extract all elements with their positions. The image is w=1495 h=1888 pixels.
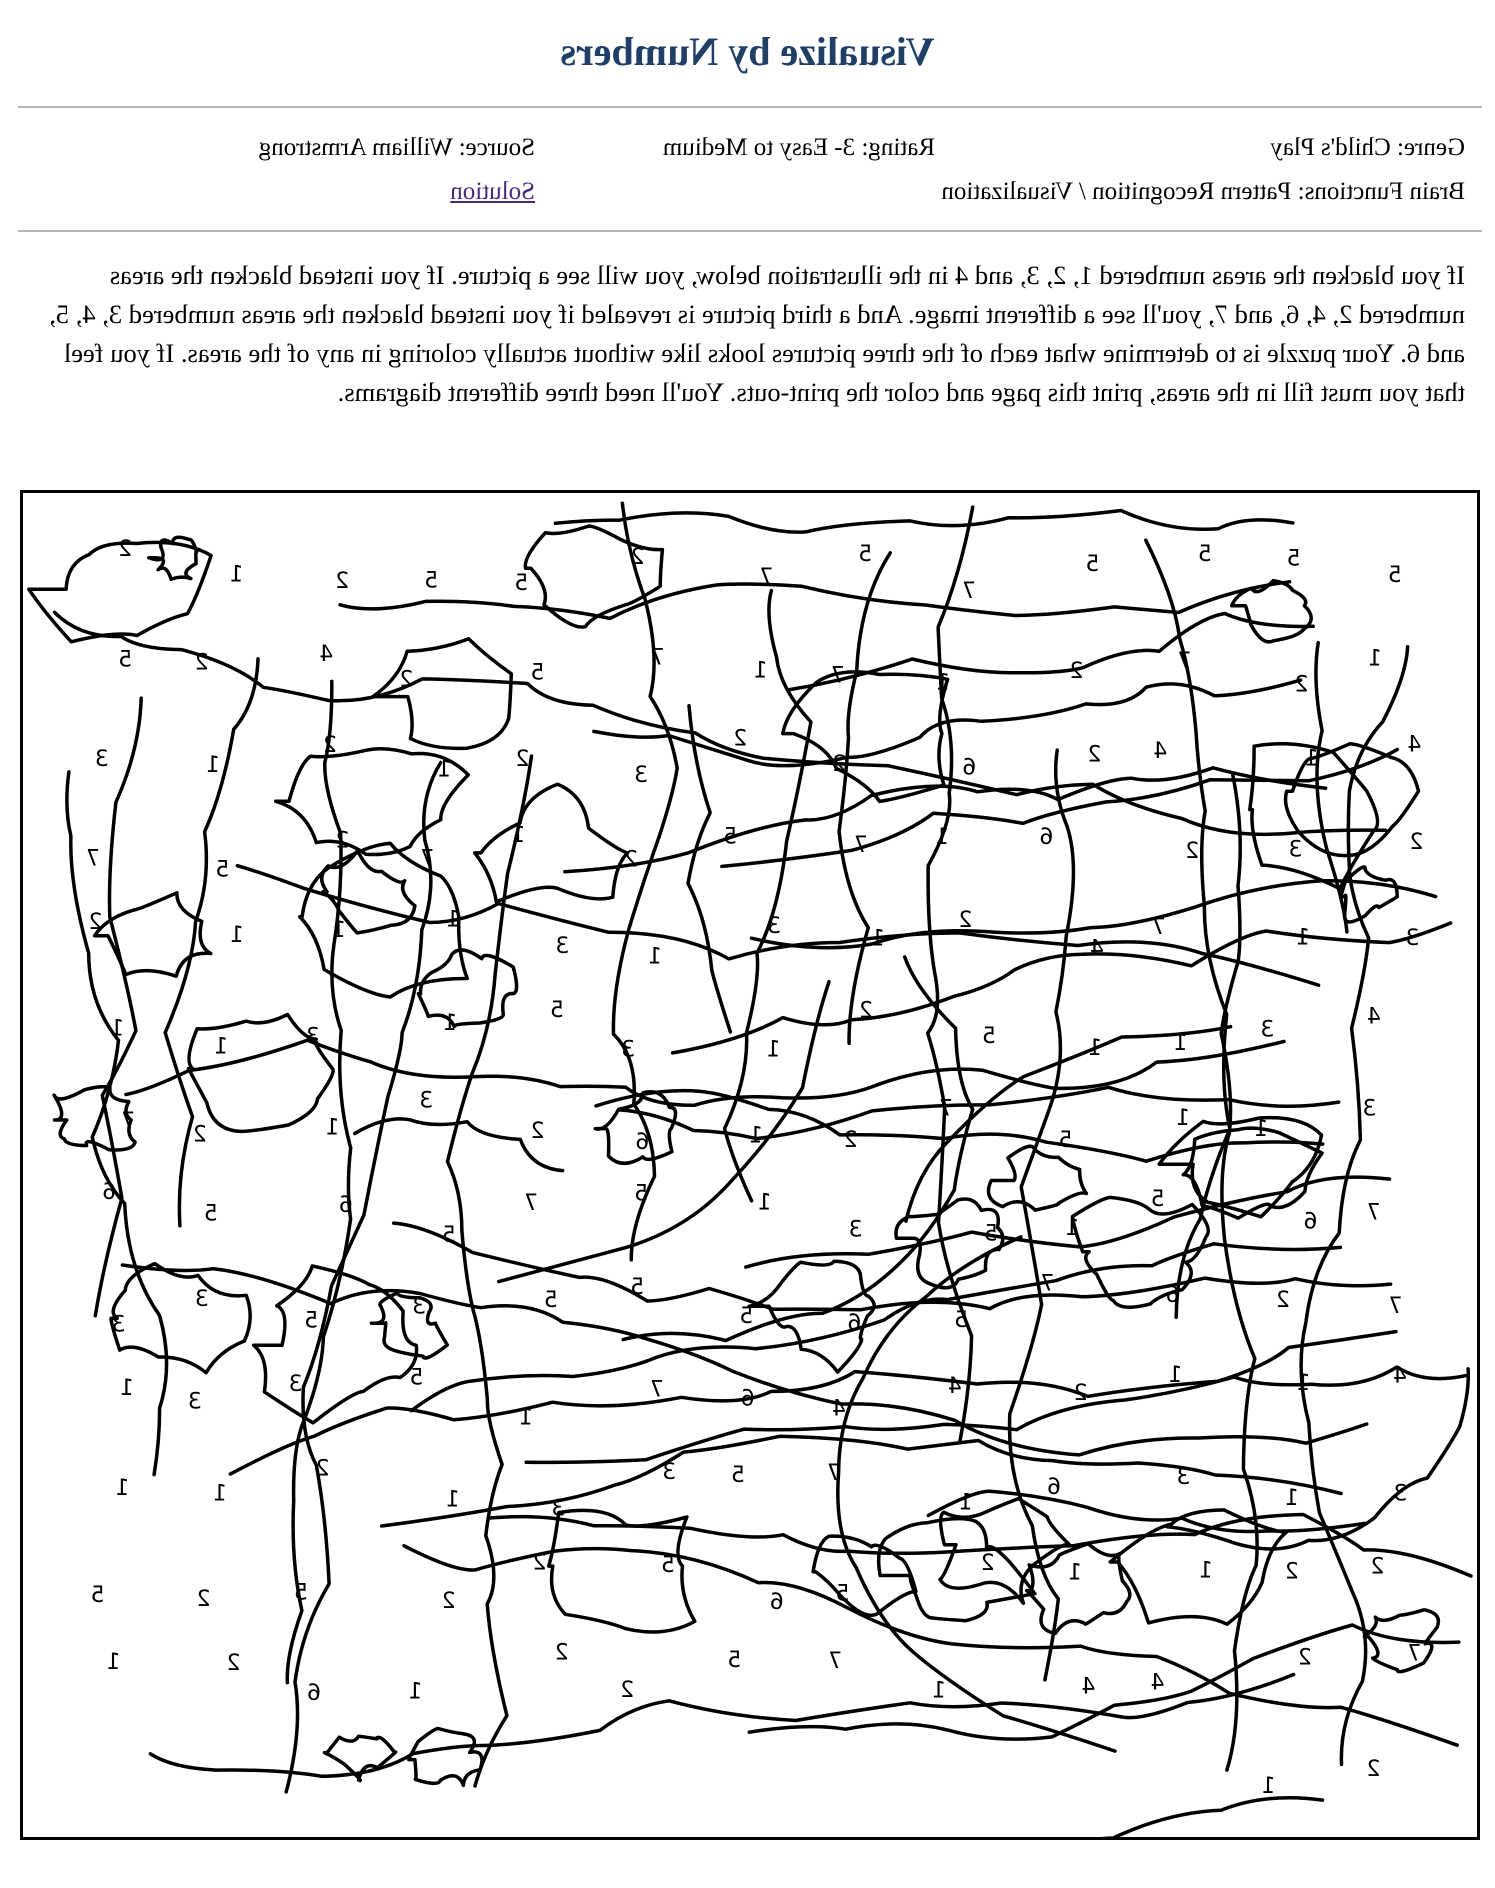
- area-number: 2: [958, 908, 973, 934]
- area-number: 1: [931, 1678, 946, 1704]
- area-number: 2: [1294, 672, 1309, 698]
- area-number: 6: [102, 1180, 117, 1206]
- area-number: 1: [205, 753, 220, 779]
- area-number: 3: [767, 914, 782, 940]
- area-number: 7: [649, 1377, 664, 1403]
- area-number: 7: [853, 833, 868, 859]
- area-outline: [126, 1037, 1284, 1105]
- area-number: 7: [828, 1649, 843, 1675]
- area-number: 7: [121, 1109, 135, 1134]
- area-number: 3: [1393, 1481, 1408, 1507]
- area-number: 2: [630, 544, 645, 570]
- area-number: 2: [532, 1550, 547, 1576]
- area-number: 1: [1261, 1774, 1276, 1799]
- area-number: 2: [620, 1678, 635, 1704]
- area-number: 5: [549, 998, 564, 1024]
- area-number: 1: [958, 1490, 973, 1516]
- area-outline: [1221, 773, 1257, 1770]
- area-outline: [749, 1625, 1459, 1739]
- area-number: 6: [962, 755, 977, 781]
- area-number: 2: [554, 1640, 569, 1666]
- area-number: 2: [1069, 658, 1084, 684]
- area-number: 1: [229, 922, 244, 948]
- area-number: 2: [118, 537, 132, 563]
- area-number: 5: [1286, 546, 1301, 572]
- area-number: 3: [1288, 837, 1303, 863]
- area-number: 1: [331, 918, 346, 944]
- area-number: 2: [1073, 1381, 1088, 1407]
- genre-label: Genre: Child's Play: [1270, 134, 1465, 161]
- area-number: 5: [730, 1462, 745, 1488]
- area-number: 5: [90, 1582, 105, 1608]
- area-outline: [55, 612, 1386, 834]
- area-number: 2: [196, 1587, 211, 1612]
- area-number: 5: [409, 1365, 424, 1391]
- area-number: 3: [555, 934, 570, 959]
- area-number: 5: [424, 568, 439, 594]
- area-number: 2: [858, 998, 873, 1024]
- area-number: 1: [1284, 1485, 1299, 1511]
- area-number: 1: [443, 1011, 458, 1036]
- area-number: 7: [1177, 649, 1192, 675]
- area-number: 4: [1392, 1363, 1407, 1389]
- area-number: 3: [662, 1460, 677, 1485]
- area-number: 1: [753, 658, 768, 684]
- area-number: 1: [408, 1679, 423, 1705]
- area-number: 3: [419, 1088, 434, 1114]
- area-number: 1: [119, 1375, 134, 1401]
- page-title: Visualize by Numbers: [560, 29, 935, 74]
- area-number: 2: [1185, 838, 1200, 864]
- area-outline: [988, 1146, 1086, 1210]
- area-number: 5: [441, 1223, 456, 1249]
- area-number: 5: [215, 857, 230, 883]
- area-number: 5: [203, 1201, 218, 1227]
- area-number: 7: [938, 1096, 953, 1122]
- area-outline: [879, 1519, 1035, 1621]
- area-number: 1: [1173, 1031, 1188, 1057]
- area-number: 5: [954, 1308, 968, 1333]
- area-number: 4: [1407, 732, 1422, 758]
- area-number: 7: [85, 846, 100, 872]
- area-number: 1: [748, 1123, 763, 1149]
- area-outline: [475, 784, 628, 902]
- area-outline: [418, 950, 516, 1026]
- area-number: 2: [515, 747, 530, 773]
- area-number: 1: [870, 926, 885, 952]
- source-label: Source: William Armstrong: [258, 134, 535, 161]
- area-number: 3: [111, 1312, 126, 1338]
- area-number: 4: [1081, 1674, 1096, 1700]
- area-number: 2: [624, 847, 638, 873]
- area-number: 2: [226, 1650, 241, 1676]
- area-number: 1: [212, 1481, 227, 1507]
- area-number: 3: [1405, 926, 1420, 951]
- area-number: 5: [1150, 1187, 1165, 1212]
- area-number: 5: [660, 1552, 675, 1578]
- area-number: 5: [118, 647, 133, 673]
- area-number: 1: [106, 1650, 121, 1676]
- area-number: 3: [1176, 1464, 1191, 1490]
- area-outline: [111, 1264, 250, 1373]
- area-number: 6: [338, 1193, 353, 1218]
- area-number: 1: [647, 944, 662, 970]
- area-number: 2: [1297, 1645, 1312, 1671]
- area-number: 1: [445, 1487, 460, 1513]
- area-number: 2: [335, 568, 350, 594]
- area-number: 5: [1085, 552, 1100, 577]
- solution-link[interactable]: Solution: [450, 178, 535, 205]
- coloring-diagram: [23, 493, 1477, 1837]
- area-outline: [67, 772, 167, 1475]
- area-number: 4: [1153, 739, 1168, 765]
- area-number: 5: [1058, 1128, 1073, 1153]
- area-number: 5: [983, 1221, 998, 1247]
- area-number: 4: [319, 641, 334, 667]
- area-outline: [555, 511, 1292, 533]
- area-number: 3: [634, 763, 649, 788]
- area-number: 2: [322, 733, 337, 758]
- area-number: 7: [1040, 1271, 1055, 1297]
- area-number: 2: [335, 828, 350, 854]
- area-outline: [499, 982, 829, 1282]
- area-number: 2: [1087, 742, 1102, 768]
- area-number: 2: [441, 1589, 456, 1615]
- area-number: 2: [843, 1128, 858, 1153]
- area-number: 5: [981, 1023, 996, 1049]
- area-number: 5: [1387, 563, 1402, 588]
- area-number: 7: [1388, 1294, 1403, 1319]
- area-number: 1: [935, 825, 950, 851]
- area-number: 7: [826, 1460, 841, 1486]
- area-number: 1: [1175, 1105, 1190, 1131]
- area-number: 5: [304, 1308, 319, 1334]
- area-number: 2: [832, 751, 846, 777]
- area-number: 2: [315, 1456, 330, 1482]
- area-number: 1: [1067, 1560, 1082, 1586]
- area-number: 1: [1296, 1371, 1311, 1397]
- area-number: 3: [1260, 1017, 1275, 1043]
- area-number: 1: [446, 907, 460, 933]
- area-outline: [286, 763, 441, 1792]
- area-number: 5: [1197, 542, 1212, 568]
- area-number: 6: [740, 1386, 755, 1412]
- area-outlines: [29, 503, 1471, 1837]
- area-number: 6: [1047, 1474, 1061, 1500]
- area-number: 3: [94, 747, 109, 772]
- area-number: 4: [947, 1374, 962, 1399]
- area-number: 2: [530, 1119, 545, 1145]
- area-number: 7: [650, 645, 665, 671]
- area-number: 2: [1284, 1559, 1299, 1585]
- area-number: 1: [214, 1034, 228, 1060]
- area-number: 1: [1168, 1362, 1183, 1388]
- area-number: 6: [307, 1681, 321, 1707]
- puzzle-instructions: If you blacken the areas numbered 1, 2, 3, and 4 in the illustration below, you will see a picture. If you instead blacken the areas numbered 2, 4, 6, and 7, you'll see a different image. And a third picture is revealed if you instead blacken the areas numbered 3, 4, 5, and 6. Your puzzle is to determine what each of the three pictures looks like without actually coloring in any of the areas. If you feel that you must fill in the areas, print this page and color the print-outs. You'll need three different diagrams.: [49, 260, 1465, 407]
- divider-top: [18, 106, 1482, 108]
- area-number: 2: [1370, 1554, 1385, 1580]
- area-number: 3: [412, 1294, 427, 1320]
- area-number: 4: [1089, 936, 1104, 962]
- area-number: 2: [192, 1122, 207, 1148]
- area-number: 1: [115, 1475, 130, 1501]
- area-number: 2: [1409, 830, 1424, 856]
- area-outline: [1341, 867, 1397, 922]
- area-number: 7: [759, 565, 774, 591]
- area-number: 2: [733, 726, 748, 752]
- area-number: 5: [634, 1181, 648, 1207]
- area-outline: [928, 1491, 1365, 1531]
- rating-label: Rating: 3- Easy to Medium: [662, 134, 935, 161]
- area-number: 6: [635, 1129, 650, 1155]
- area-number: 1: [229, 562, 244, 588]
- area-number: 5: [739, 1304, 754, 1330]
- area-outline: [623, 957, 973, 1341]
- area-outline: [150, 1675, 1293, 1777]
- area-number: 7: [1366, 1200, 1381, 1226]
- area-number: 7: [420, 846, 435, 872]
- area-number: 7: [830, 663, 845, 689]
- area-outline: [409, 1729, 482, 1786]
- area-number: 3: [1362, 1096, 1377, 1122]
- area-number: 4: [831, 1396, 846, 1422]
- area-number: 6: [769, 1590, 784, 1616]
- area-number: 1: [437, 757, 452, 783]
- area-number: 1: [1254, 1117, 1269, 1143]
- area-number: 5: [858, 542, 873, 568]
- area-number: 1: [1295, 925, 1310, 951]
- area-number: 3: [288, 1371, 303, 1397]
- area-outline: [340, 582, 1290, 619]
- area-number: 1: [1367, 646, 1382, 672]
- area-number: 5: [543, 1287, 558, 1313]
- area-number: 1: [935, 670, 950, 696]
- area-outline: [788, 614, 1313, 691]
- area-number: 1: [325, 1115, 340, 1141]
- area-number: 3: [194, 1287, 209, 1313]
- area-number: 3: [848, 1217, 863, 1243]
- area-number: 2: [194, 650, 209, 676]
- area-number: 5: [293, 1580, 308, 1606]
- area-number: 1: [757, 1190, 772, 1216]
- area-number: 1: [1065, 1216, 1080, 1242]
- area-outline: [119, 1265, 1366, 1455]
- area-outline: [525, 526, 662, 627]
- area-outline: [373, 639, 511, 749]
- area-number: 1: [766, 1037, 781, 1063]
- area-number: 6: [1165, 1283, 1180, 1308]
- area-number: 1: [1304, 746, 1319, 772]
- area-number: 5: [630, 1274, 645, 1300]
- area-number: 4: [1150, 1670, 1165, 1696]
- area-number: 1: [110, 1016, 125, 1042]
- area-number: 7: [1407, 1641, 1422, 1667]
- area-number: 1: [1088, 1036, 1102, 1062]
- area-number: 5: [727, 1648, 742, 1674]
- area-number: 7: [962, 579, 976, 604]
- area-number: 1: [1198, 1558, 1213, 1584]
- area-outline: [95, 698, 141, 1316]
- area-number: 5: [835, 1581, 850, 1607]
- area-number: 5: [514, 570, 529, 596]
- area-number: 6: [1303, 1209, 1318, 1235]
- area-outline: [371, 1293, 447, 1358]
- area-number: 1: [511, 823, 526, 849]
- area-outline: [1301, 647, 1407, 1765]
- area-outline: [375, 1798, 1322, 1837]
- divider-bottom: [18, 230, 1482, 232]
- area-number: 7: [524, 1190, 539, 1216]
- area-number: 4: [1366, 1004, 1381, 1030]
- area-outline: [325, 1736, 396, 1780]
- area-number: 1: [519, 1405, 533, 1431]
- area-number: 2: [399, 667, 414, 693]
- area-number: 6: [1039, 825, 1054, 850]
- area-number: 2: [1275, 1288, 1290, 1314]
- area-number: 5: [530, 660, 545, 686]
- brain-functions-label: Brain Functions: Pattern Recognition / Visualization: [941, 178, 1465, 205]
- area-number: 5: [723, 824, 737, 850]
- puzzle-illustration: [20, 490, 1480, 1840]
- area-number: 3: [187, 1389, 202, 1415]
- area-number: 7: [1151, 914, 1166, 940]
- area-number: 2: [88, 910, 103, 936]
- area-number: 6: [847, 1310, 862, 1336]
- area-number: 2: [1366, 1757, 1381, 1783]
- area-number: 2: [980, 1550, 995, 1576]
- area-number: 3: [551, 1496, 566, 1522]
- area-outline: [165, 659, 258, 1226]
- area-number: 3: [305, 1024, 320, 1050]
- area-number: 3: [621, 1037, 636, 1063]
